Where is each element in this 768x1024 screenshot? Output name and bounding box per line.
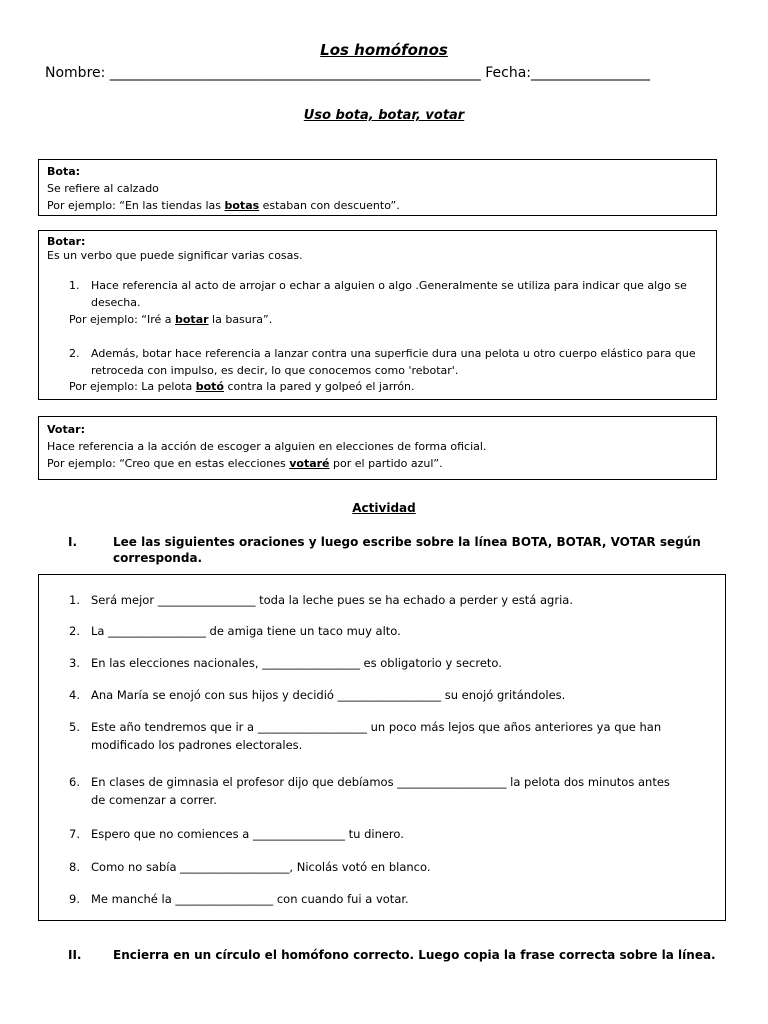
section-1-numeral: I. <box>68 535 78 549</box>
votar-example-word: votaré <box>289 457 330 470</box>
votar-example: Por ejemplo: “Creo que en estas elecciones votaré por el partido azul”. <box>47 457 443 470</box>
votar-definition-box <box>38 416 717 480</box>
exercise-item[interactable]: 6. En clases de gimnasia el profesor dijo que debíamos ___________________ la pelota dos minutos antes de comenzar a correr. <box>69 775 670 807</box>
botar-item-1: 1. Hace referencia al acto de arrojar o echar a alguien o algo .Generalmente se utiliza para indicar que algo se desecha. <box>69 279 687 309</box>
boto-example-word: botó <box>195 380 224 393</box>
botar-item-2-example: Por ejemplo: La pelota botó contra la pared y golpeó el jarrón. <box>69 380 415 393</box>
bota-definition: Se refiere al calzado <box>47 182 159 195</box>
votar-heading: Votar: <box>47 423 85 436</box>
botar-item-2: 2. Además, botar hace referencia a lanzar contra una superficie dura una pelota u otro cuerpo elástico para que retroceda con impulso, es decir, lo que conocemos como 'rebotar'. <box>69 347 696 377</box>
section-1-instructions: I. Lee las siguientes oraciones y luego escribe sobre la línea BOTA, BOTAR, VOTAR según corresponda. <box>68 535 701 565</box>
bota-example-word: botas <box>224 199 260 212</box>
section-2-numeral: II. <box>68 948 82 962</box>
bota-heading: Bota: <box>47 165 81 178</box>
botar-item-1-example: Por ejemplo: “Iré a botar la basura”. <box>69 313 273 326</box>
botar-example-word: botar <box>175 313 209 326</box>
exercises-box: 1. Será mejor _________________ toda la leche pues se ha echado a perder y está agria. 2. La _________________ de amiga tiene un taco muy alto. 3. En las elecciones nacionales, _________________ es obligatorio y secreto. 4. Ana María se enojó con sus hijos y decidió __________________ su enojó gritándoles. 5. Este año tendremos que ir a ___________________ un poco más lejos que años anteriores ya que han modificado los padrones electorales. 6. En clases de gimnasia el profesor dijo que debíamos ___________________ la pelota dos minutos antes de comenzar a correr. 7. Espero que no comiences a ________________ tu dinero. 8. Como no sabía ___________________, Nicolás votó en blanco. 9. Me manché la _________________ con cuando fui a votar. <box>38 574 726 921</box>
bota-definition-box <box>38 159 717 216</box>
section-2-instructions: II. Encierra en un círculo el homófono correcto. Luego copia la frase correcta sobre la línea. <box>68 948 716 962</box>
botar-definition-box <box>38 230 717 400</box>
name-date-line[interactable]: Nombre: _____________________________________________________ Fecha:_________________ <box>45 65 651 81</box>
bota-example: Por ejemplo: “En las tiendas las botas estaban con descuento”. <box>47 199 400 212</box>
votar-definition: Hace referencia a la acción de escoger a alguien en elecciones de forma oficial. <box>47 440 487 453</box>
page-title: Los homófonos <box>320 41 448 59</box>
botar-definition: Es un verbo que puede significar varias cosas. <box>47 249 303 262</box>
exercise-item[interactable]: 5. Este año tendremos que ir a ___________________ un poco más lejos que años anteriores ya que han modificado los padrones electorales. <box>69 720 662 752</box>
botar-heading: Botar: <box>47 235 86 248</box>
activity-title: Actividad <box>352 501 416 515</box>
page-subtitle: Uso bota, botar, votar <box>303 108 465 123</box>
